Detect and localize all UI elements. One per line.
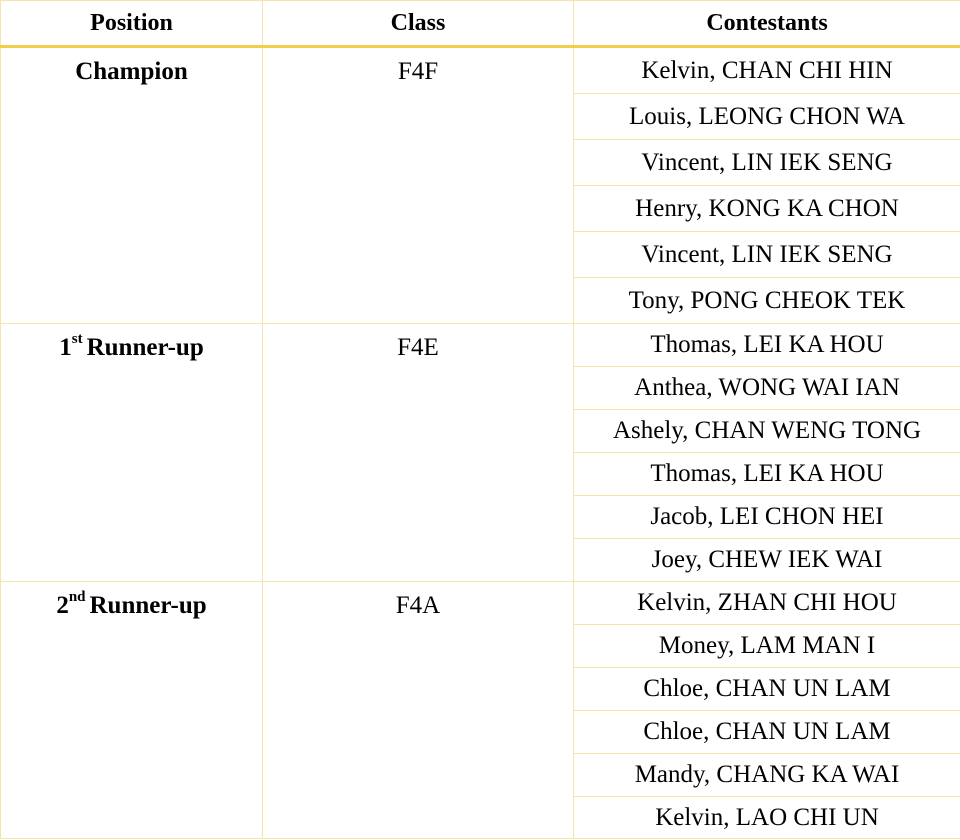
position-cell-first-runner-up [1, 324, 263, 582]
contestant-cell: Henry, KONG KA CHON [574, 186, 960, 232]
contestant-cell: Kelvin, LAO CHI UN [574, 797, 960, 839]
position-header: Position [1, 1, 263, 47]
contestant-cell: Thomas, LEI KA HOU [574, 324, 960, 367]
contestant-cell: Kelvin, CHAN CHI HIN [574, 47, 960, 94]
class-cell: F4F [263, 47, 574, 324]
table-row [1, 582, 960, 625]
contestant-cell: Tony, PONG CHEOK TEK [574, 278, 960, 324]
position-cell-champion [1, 47, 263, 324]
position-label: Runner-up [89, 592, 207, 619]
contestant-cell: Louis, LEONG CHON WA [574, 94, 960, 140]
position-cell-second-runner-up [1, 582, 263, 839]
contestant-cell: Kelvin, ZHAN CHI HOU [574, 582, 960, 625]
class-cell: F4E [263, 324, 574, 582]
contestant-cell: Money, LAM MAN I [574, 625, 960, 668]
position-number: 1 [59, 334, 72, 361]
position-suffix: st [71, 331, 83, 347]
contestant-cell: Thomas, LEI KA HOU [574, 453, 960, 496]
position-number: 2 [56, 592, 69, 619]
position-label: Champion [75, 58, 188, 85]
contestant-cell: Joey, CHEW IEK WAI [574, 539, 960, 582]
contestant-cell: Chloe, CHAN UN LAM [574, 668, 960, 711]
class-cell: F4A [263, 582, 574, 839]
position-suffix: nd [68, 589, 86, 605]
contestant-cell: Mandy, CHANG KA WAI [574, 754, 960, 797]
contestant-cell: Chloe, CHAN UN LAM [574, 711, 960, 754]
class-header: Class [263, 1, 574, 47]
contestant-cell: Ashely, CHAN WENG TONG [574, 410, 960, 453]
position-label: Runner-up [86, 334, 204, 361]
contestant-cell: Vincent, LIN IEK SENG [574, 140, 960, 186]
table-row [1, 47, 960, 94]
contestant-cell: Jacob, LEI CHON HEI [574, 496, 960, 539]
contestants-header: Contestants [574, 1, 960, 47]
table-row [1, 324, 960, 367]
contestant-cell: Vincent, LIN IEK SENG [574, 232, 960, 278]
header-row [1, 1, 960, 47]
contestant-cell: Anthea, WONG WAI IAN [574, 367, 960, 410]
